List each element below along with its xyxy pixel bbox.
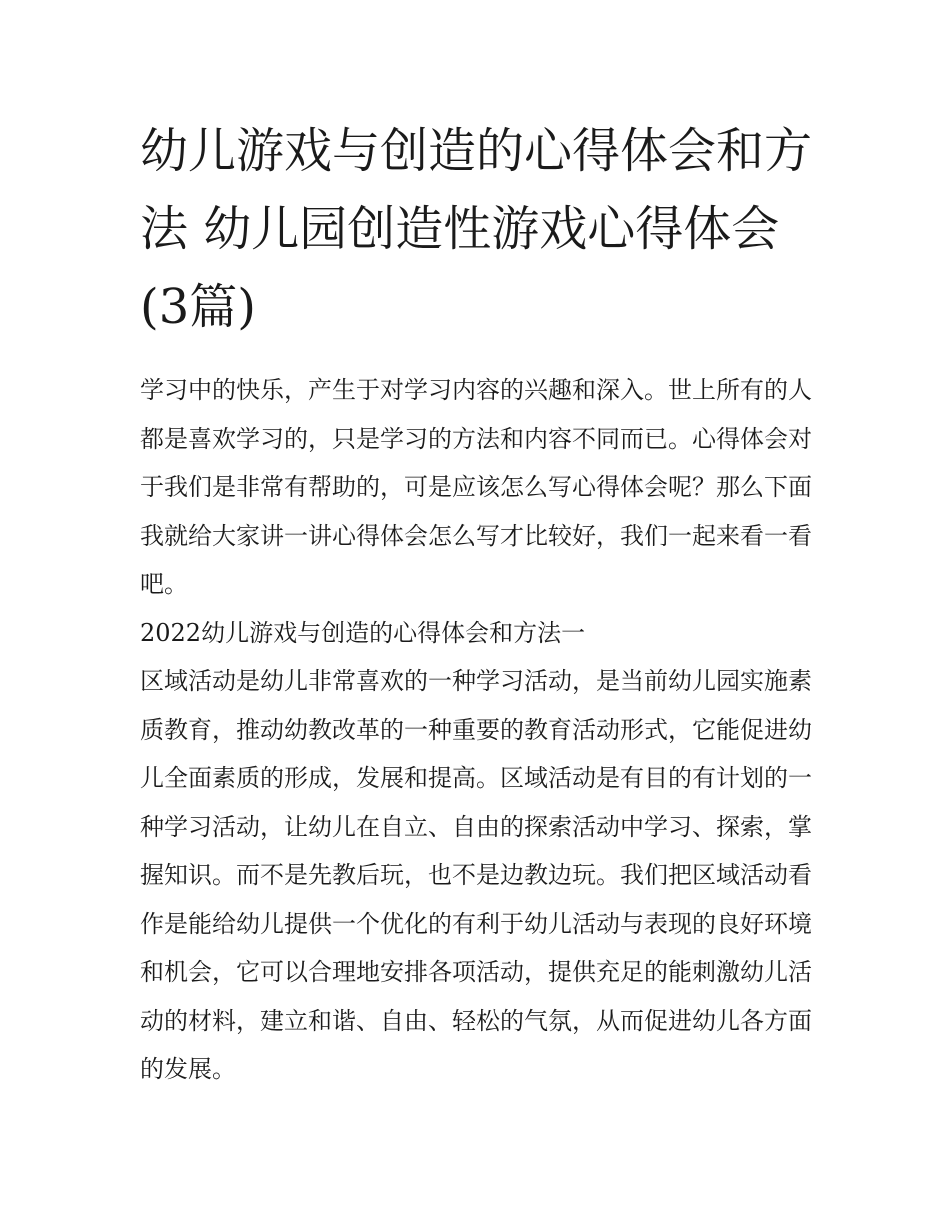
document-content xyxy=(140,112,812,1094)
document-title: 幼儿游戏与创造的心得体会和方法 幼儿园创造性游戏心得体会(3篇) xyxy=(140,123,813,335)
intro-paragraph: 学习中的快乐，产生于对学习内容的兴趣和深入。世上所有的人都是喜欢学习的，只是学习的方法和内容不同而已。心得体会对于我们是非常有帮助的，可是应该怎么写心得体会呢？那么下面我就给大家讲一讲心得体会怎么写才比较好，我们一起来看一看吧。 xyxy=(140,376,812,598)
body-paragraph: 区域活动是幼儿非常喜欢的一种学习活动，是当前幼儿园实施素质教育，推动幼教改革的一种重要的教育活动形式，它能促进幼儿全面素质的形成，发展和提高。区域活动是有目的有计划的一种学习活动，让幼儿在自立、自由的探索活动中学习、探索，掌握知识。而不是先教后玩，也不是边教边玩。我们把区域活动看作是能给幼儿提供一个优化的有利于幼儿活动与表现的良好环境和机会，它可以合理地安排各项活动，提供充足的能刺激幼儿活动的材料，建立和谐、自由、轻松的气氛，从而促进幼儿各方面的发展。 xyxy=(140,667,812,1083)
section-heading: 2022幼儿游戏与创造的心得体会和方法一 xyxy=(140,618,586,647)
